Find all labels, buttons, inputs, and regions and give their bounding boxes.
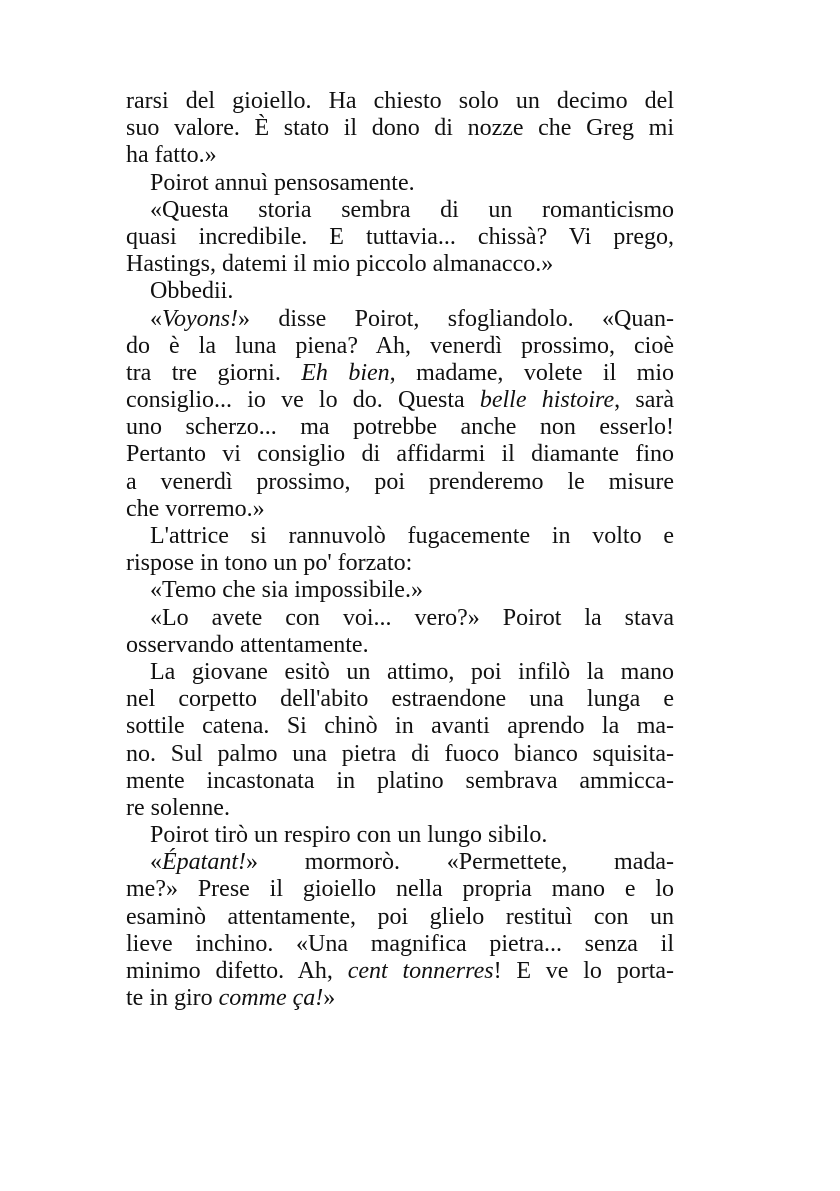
text-line xyxy=(126,88,674,115)
text-segment: « xyxy=(150,849,162,876)
italic-text: Voyons! xyxy=(162,305,238,332)
text-segment: Hastings, datemi il mio piccolo almanacco.» xyxy=(126,251,554,278)
text-segment: te in giro xyxy=(126,985,219,1012)
text-segment: Obbedii. xyxy=(150,278,234,305)
text-segment: «Questa storia sembra di un romanticismo xyxy=(150,196,674,223)
text-segment: mente incastonata in platino sembrava ammicca- xyxy=(126,767,674,794)
text-line xyxy=(126,278,674,305)
italic-text: Eh bien xyxy=(301,359,390,386)
text-line xyxy=(126,958,674,985)
text-line xyxy=(126,550,674,577)
italic-text: comme ça! xyxy=(218,985,324,1012)
text-segment: tra tre giorni. xyxy=(126,359,302,386)
text-line xyxy=(126,142,674,169)
text-segment: do è la luna piena? Ah, venerdì prossimo, cioè xyxy=(126,332,674,359)
text-segment: «Lo avete con voi... vero?» Poirot la stava xyxy=(150,604,674,631)
text-segment: a venerdì prossimo, poi prenderemo le misure xyxy=(126,468,674,495)
text-segment: Poirot annuì pensosamente. xyxy=(150,169,415,196)
text-segment: che vorremo.» xyxy=(126,495,265,522)
italic-text: cent tonnerres xyxy=(347,958,494,984)
text-segment: rarsi del gioiello. Ha chiesto solo un decimo del xyxy=(126,88,674,114)
text-segment: suo valore. È stato il dono di nozze che Greg mi xyxy=(126,115,674,142)
page-text xyxy=(126,88,674,1012)
text-segment: re solenne. xyxy=(126,794,230,821)
text-line xyxy=(126,496,674,523)
text-line xyxy=(126,469,674,496)
text-line xyxy=(126,904,674,931)
text-segment: » mormorò. «Permettete, mada- xyxy=(246,849,674,876)
text-line xyxy=(126,251,674,278)
text-segment: La giovane esitò un attimo, poi infilò la mano xyxy=(150,658,674,685)
text-line xyxy=(126,197,674,224)
text-line xyxy=(126,876,674,903)
text-line xyxy=(126,985,674,1012)
text-segment: minimo difetto. Ah, xyxy=(126,958,348,984)
text-line xyxy=(126,659,674,686)
text-line xyxy=(126,115,674,142)
text-line xyxy=(126,333,674,360)
text-line xyxy=(126,224,674,251)
text-line xyxy=(126,306,674,333)
text-segment: ha fatto.» xyxy=(126,142,217,169)
text-line xyxy=(126,605,674,632)
text-line xyxy=(126,632,674,659)
text-line xyxy=(126,170,674,197)
text-segment: L'attrice si rannuvolò fugacemente in volto e xyxy=(150,523,674,549)
text-segment: ! E ve lo porta- xyxy=(493,958,675,984)
text-segment: rispose in tono un po' forzato: xyxy=(126,550,413,577)
text-segment: « xyxy=(150,305,162,332)
italic-text: belle histoire xyxy=(479,387,615,414)
text-line xyxy=(126,577,674,604)
text-line xyxy=(126,387,674,414)
text-segment: consiglio... io ve lo do. Questa xyxy=(126,387,480,414)
text-segment: «Temo che sia impossibile.» xyxy=(150,577,423,604)
text-segment: no. Sul palmo una pietra di fuoco bianco squisita- xyxy=(126,740,674,767)
text-line xyxy=(126,741,674,768)
italic-text: Épatant! xyxy=(162,849,246,876)
text-segment: Poirot tirò un respiro con un lungo sibilo. xyxy=(150,822,548,849)
text-line xyxy=(126,931,674,958)
text-line xyxy=(126,414,674,441)
text-segment: sottile catena. Si chinò in avanti aprendo la ma- xyxy=(126,713,674,740)
text-segment: me?» Prese il gioiello nella propria mano e lo xyxy=(126,876,674,903)
text-segment: , sarà xyxy=(614,387,674,414)
text-segment: quasi incredibile. E tuttavia... chissà? Vi prego, xyxy=(126,223,674,250)
text-segment: esaminò attentamente, poi glielo restituì con un xyxy=(126,903,674,930)
text-segment: Pertanto vi consiglio di affidarmi il diamante fino xyxy=(126,441,674,468)
text-segment: uno scherzo... ma potrebbe anche non esserlo! xyxy=(126,414,674,441)
text-segment: nel corpetto dell'abito estraendone una lunga e xyxy=(126,686,674,713)
text-segment: , madame, volete il mio xyxy=(389,359,675,386)
text-line xyxy=(126,523,674,550)
text-line xyxy=(126,441,674,468)
text-line xyxy=(126,686,674,713)
text-line xyxy=(126,768,674,795)
text-line xyxy=(126,849,674,876)
text-line xyxy=(126,822,674,849)
text-line xyxy=(126,713,674,740)
text-segment: osservando attentamente. xyxy=(126,631,369,658)
text-segment: » disse Poirot, sfogliandolo. «Quan- xyxy=(237,305,674,332)
text-line xyxy=(126,360,674,387)
text-segment: lieve inchino. «Una magnifica pietra... senza il xyxy=(126,930,674,957)
text-segment: » xyxy=(323,985,336,1012)
text-line xyxy=(126,795,674,822)
